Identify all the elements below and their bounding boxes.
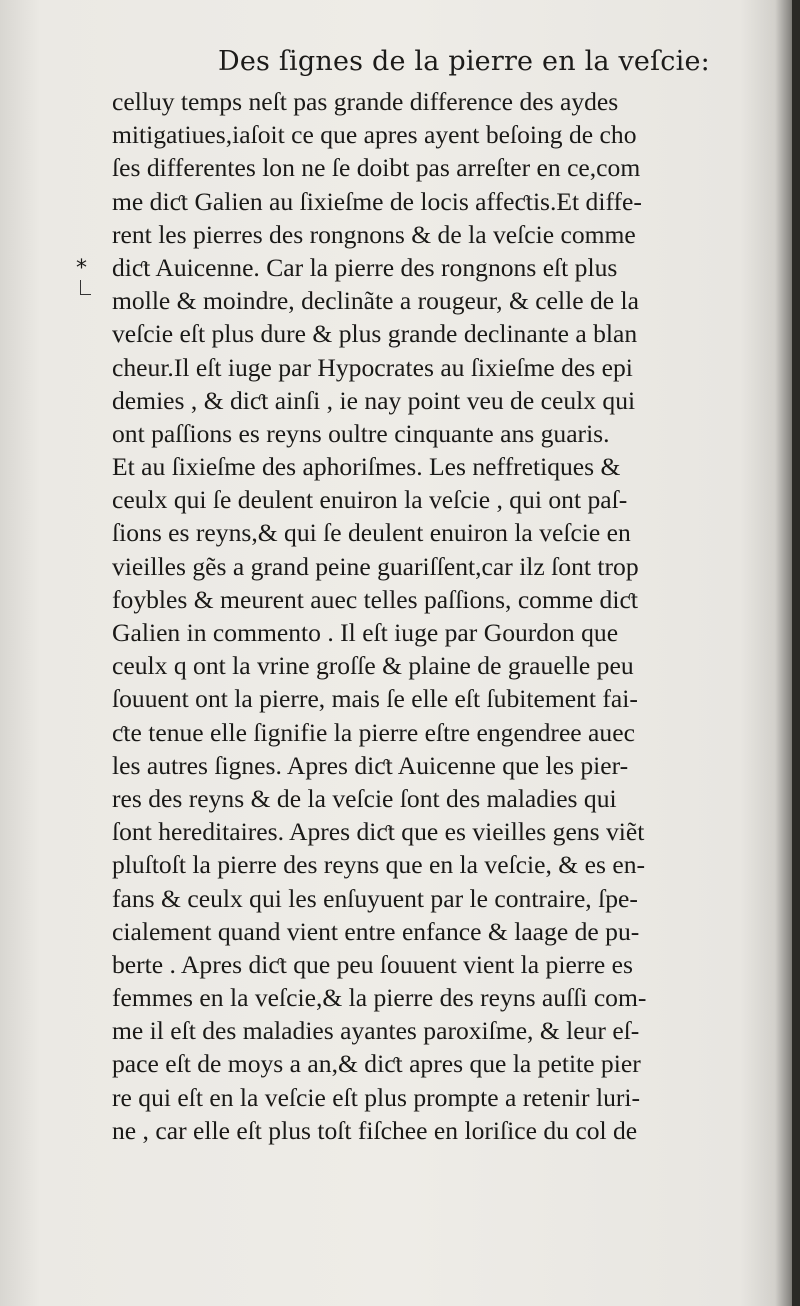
text-line: Et au ſixieſme des aphoriſmes. Les neffretiques &: [112, 452, 621, 482]
text-line: ont paſſions es reyns oultre cinquante ans guaris.: [112, 418, 610, 448]
text-line: Galien in commento . Il eſt iuge par Gourdon que: [112, 618, 619, 647]
text-line: res des reyns & de la veſcie ſont des maladies qui: [112, 783, 617, 813]
text-line: me diƈt Galien au ſixieſme de locis affeƈtis.Et diffe-: [112, 186, 642, 216]
marginal-asterisk-mark: *: [76, 256, 87, 281]
text-line: cialement quand vient entre enfance & laage de pu-: [112, 916, 640, 946]
text-line: cheur.Il eſt iuge par Hypocrates au ſixieſme des epi: [112, 352, 633, 382]
text-line: ne , car elle eſt plus toſt fiſchee en loriſice du col de: [112, 1115, 638, 1145]
running-title: Des ſignes de la pierre en la veſcie:: [218, 46, 710, 77]
text-line: ceulx q ont la vrine groſſe & plaine de grauelle peu: [112, 651, 634, 681]
text-line: rent les pierres des rongnons & de la veſcie comme: [112, 219, 636, 249]
text-line: ſions es reyns,& qui ſe deulent enuiron la veſcie en: [112, 518, 631, 548]
text-line: ſes differentes lon ne ſe doibt pas arreſter en ce,com: [112, 153, 641, 183]
page-edge-shadow: [792, 0, 800, 1306]
text-line: demies , & diƈt ainſi , ie nay point veu de ceulx qui: [112, 385, 636, 415]
text-line: pluſtoſt la pierre des reyns que en la veſcie, & es en-: [112, 850, 646, 880]
text-line: diƈt Auicenne. Car la pierre des rongnons eſt plus: [112, 252, 618, 282]
text-line: me il eſt des maladies ayantes paroxiſme, & leur eſ-: [112, 1016, 640, 1046]
text-line: re qui eſt en la veſcie eſt plus prompte a retenir luri-: [112, 1082, 641, 1112]
text-line: ceulx qui ſe deulent enuiron la veſcie , qui ont paſ-: [112, 485, 628, 515]
text-line: ſouuent ont la pierre, mais ſe elle eſt ſubitement fai-: [112, 684, 638, 714]
text-line: pace eſt de moys a an,& diƈt apres que la petite pier: [112, 1049, 641, 1079]
text-line: les autres ſignes. Apres diƈt Auicenne que les pier-: [112, 750, 629, 780]
text-line: celluy temps neſt pas grande difference des aydes: [112, 87, 619, 116]
text-line: ƈte tenue elle ſignifie la pierre eſtre engendree auec: [112, 717, 635, 747]
text-line: ſont hereditaires. Apres diƈt que es vieilles gens viẽt: [112, 817, 645, 847]
marginal-bracket-mark: [80, 280, 91, 295]
text-line: mitigatiues,iaſoit ce que apres ayent beſoing de cho: [112, 120, 637, 150]
text-line: femmes en la veſcie,& la pierre des reyns auſſi com-: [112, 983, 647, 1013]
text-line: veſcie eſt plus dure & plus grande declinante a blan: [112, 319, 638, 349]
text-line: vieilles gẽs a grand peine guariſſent,car ilz ſont trop: [112, 551, 639, 581]
text-line: fans & ceulx qui les enſuyuent par le contraire, ſpe-: [112, 883, 638, 913]
body-text: [112, 85, 732, 1147]
text-line: molle & moindre, declinãte a rougeur, & celle de la: [112, 286, 639, 316]
text-line: foybles & meurent auec telles paſſions, comme diƈt: [112, 584, 638, 614]
text-line: berte . Apres diƈt que peu ſouuent vient la pierre es: [112, 949, 633, 979]
